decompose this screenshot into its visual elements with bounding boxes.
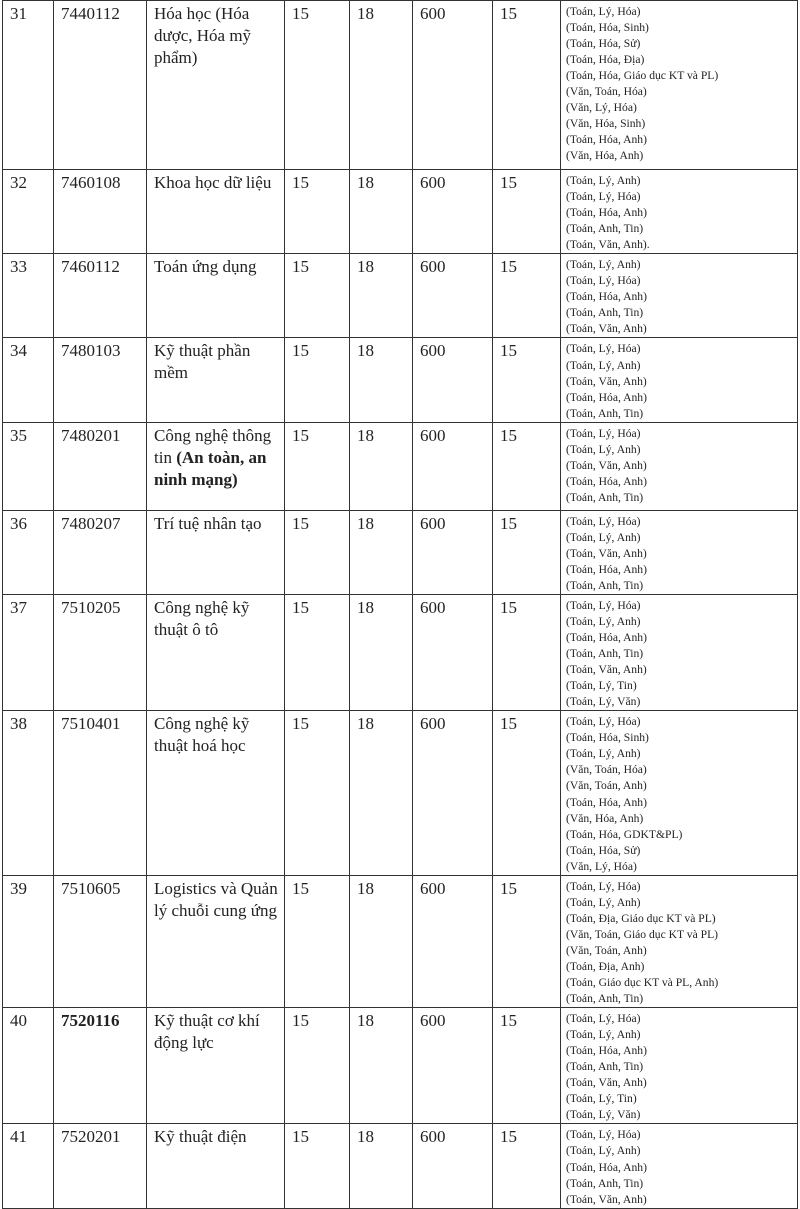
major-name [147, 594, 285, 710]
row-number: 35 [3, 422, 54, 510]
score-col-4: 15 [493, 1, 561, 170]
score-col-2: 18 [350, 594, 413, 710]
major-code: 7480207 [54, 510, 147, 594]
combo-item: (Toán, Anh, Tin) [566, 647, 644, 661]
score-col-3: 600 [413, 875, 493, 1007]
score-col-3: 600 [413, 170, 493, 254]
subject-combinations [561, 510, 798, 594]
combo-item: (Văn, Toán, Anh) [566, 779, 647, 793]
score-col-4: 15 [493, 711, 561, 875]
major-name-text: Kỹ thuật cơ khí động lực [154, 1011, 260, 1053]
major-name [147, 510, 285, 594]
combo-item: (Văn, Hóa, Anh) [566, 811, 644, 825]
subject-combinations [561, 711, 798, 875]
major-code: 7510401 [54, 711, 147, 875]
major-name [147, 338, 285, 422]
score-col-1: 15 [285, 875, 350, 1007]
combo-item: (Toán, Lý, Hóa) [566, 5, 641, 18]
combo-item: (Toán, Hóa, Anh) [566, 1044, 647, 1058]
major-name [147, 1124, 285, 1208]
major-code: 7460112 [54, 254, 147, 338]
major-name-text: Toán ứng dụng [154, 257, 257, 277]
score-col-3: 600 [413, 338, 493, 422]
combo-item: (Toán, Anh, Tin) [566, 490, 644, 504]
combo-item: (Toán, Lý, Hóa) [566, 190, 641, 204]
combo-item: (Văn, Toán, Giáo dục KT và PL) [566, 927, 719, 941]
combo-item: (Toán, Văn, Anh) [566, 546, 647, 560]
combo-item: (Toán, Lý, Hóa) [566, 342, 641, 356]
combo-item: (Văn, Lý, Hóa) [566, 859, 637, 873]
table-row [3, 1124, 798, 1208]
table-row [3, 510, 798, 594]
score-col-1: 15 [285, 510, 350, 594]
score-col-1: 15 [285, 422, 350, 510]
combo-item: (Toán, Lý, Hóa) [566, 598, 641, 612]
combo-item: (Toán, Lý, Anh) [566, 1028, 641, 1042]
major-name-text: Hóa học (Hóa dược, Hóa mỹ phẩm) [154, 4, 252, 67]
score-col-1: 15 [285, 254, 350, 338]
row-number: 31 [3, 1, 54, 170]
row-number: 39 [3, 875, 54, 1007]
combo-item: (Toán, Lý, Hóa) [566, 426, 641, 440]
score-col-2: 18 [350, 1, 413, 170]
score-col-2: 18 [350, 875, 413, 1007]
table-row [3, 338, 798, 422]
combo-item: (Toán, Lý, Tin) [566, 679, 637, 693]
row-number: 37 [3, 594, 54, 710]
major-code: 7440112 [54, 1, 147, 170]
combo-item: (Toán, Lý, Anh) [566, 614, 641, 628]
score-col-3: 600 [413, 594, 493, 710]
score-col-4: 15 [493, 1124, 561, 1208]
combo-item: (Toán, Hóa, Sử) [566, 843, 641, 857]
table-row [3, 1008, 798, 1124]
combo-item: (Toán, Lý, Anh) [566, 530, 641, 544]
subject-combinations [561, 1, 798, 170]
combo-item: (Toán, Hóa, Anh) [566, 562, 647, 576]
major-name-text: Logistics và Quản lý chuỗi cung ứng [154, 878, 278, 920]
combo-item: (Văn, Lý, Hóa) [566, 101, 637, 115]
table-row [3, 422, 798, 510]
combo-item: (Toán, Anh, Tin) [566, 1176, 644, 1190]
combo-item: (Toán, Lý, Hóa) [566, 715, 641, 729]
combo-item: (Toán, Lý, Văn) [566, 695, 641, 709]
table-body [3, 1, 798, 1209]
combo-item: (Toán, Lý, Anh) [566, 174, 641, 187]
score-col-3: 600 [413, 1, 493, 170]
major-specialization: (An toàn, an ninh mạng) [154, 447, 267, 489]
combo-item: (Toán, Hóa, Sử) [566, 37, 641, 51]
major-code: 7480201 [54, 422, 147, 510]
combo-item: (Toán, Văn, Anh) [566, 1076, 647, 1090]
combo-item: (Toán, Lý, Anh) [566, 1144, 641, 1158]
combo-item: (Toán, Lý, Hóa) [566, 514, 641, 528]
score-col-2: 18 [350, 711, 413, 875]
score-col-4: 15 [493, 1008, 561, 1124]
combo-item: (Toán, Hóa, Sinh) [566, 731, 649, 745]
major-name [147, 1008, 285, 1124]
combo-item: (Toán, Hóa, Anh) [566, 390, 647, 404]
major-name-text: Kỹ thuật điện [154, 1127, 247, 1147]
combo-item: (Toán, Hóa, Anh) [566, 133, 647, 147]
score-col-3: 600 [413, 711, 493, 875]
major-name-text: Công nghệ thông tin [154, 425, 272, 467]
row-number: 38 [3, 711, 54, 875]
subject-combinations [561, 1008, 798, 1124]
score-col-3: 600 [413, 510, 493, 594]
score-col-2: 18 [350, 1008, 413, 1124]
combo-item: (Toán, Lý, Tin) [566, 1092, 637, 1106]
subject-combinations [561, 1124, 798, 1208]
table-row [3, 711, 798, 875]
combo-item: (Toán, Văn, Anh) [566, 663, 647, 677]
major-name [147, 711, 285, 875]
combo-item: (Toán, Hóa, Anh) [566, 631, 647, 645]
score-col-2: 18 [350, 254, 413, 338]
subject-combinations [561, 875, 798, 1007]
major-name-text: Công nghệ kỹ thuật hoá học [154, 714, 250, 756]
subject-combinations [561, 338, 798, 422]
score-col-1: 15 [285, 1008, 350, 1124]
row-number: 36 [3, 510, 54, 594]
combo-item: (Toán, Lý, Hóa) [566, 1128, 641, 1142]
table-row [3, 170, 798, 254]
combo-item: (Toán, Hóa, Địa) [566, 53, 645, 67]
score-col-1: 15 [285, 1124, 350, 1208]
row-number: 34 [3, 338, 54, 422]
subject-combinations [561, 254, 798, 338]
combo-item: (Toán, Lý, Anh) [566, 747, 641, 761]
combo-item: (Toán, Anh, Tin) [566, 578, 644, 592]
combo-item: (Toán, Văn, Anh) [566, 374, 647, 388]
combo-item: (Toán, Lý, Văn) [566, 1108, 641, 1122]
combo-item: (Toán, Giáo dục KT và PL, Anh) [566, 976, 719, 990]
score-col-4: 15 [493, 510, 561, 594]
score-col-1: 15 [285, 594, 350, 710]
table-row [3, 1, 798, 170]
score-col-1: 15 [285, 170, 350, 254]
combo-item: (Toán, Lý, Anh) [566, 358, 641, 372]
combo-item: (Toán, Anh, Tin) [566, 1060, 644, 1074]
score-col-2: 18 [350, 170, 413, 254]
score-col-4: 15 [493, 875, 561, 1007]
combo-item: (Toán, Hóa, Anh) [566, 290, 647, 304]
combo-item: (Toán, Hóa, Sinh) [566, 21, 649, 35]
row-number: 40 [3, 1008, 54, 1124]
combo-item: (Toán, Lý, Anh) [566, 258, 641, 272]
combo-item: (Văn, Hóa, Anh) [566, 149, 644, 163]
combo-item: (Toán, Hóa, Giáo dục KT và PL) [566, 69, 719, 83]
score-col-3: 600 [413, 254, 493, 338]
combo-item: (Toán, Lý, Hóa) [566, 274, 641, 288]
combo-item: (Văn, Toán, Hóa) [566, 85, 647, 99]
combo-item: (Toán, Địa, Anh) [566, 959, 645, 973]
combo-item: (Toán, Hóa, Anh) [566, 795, 647, 809]
combo-item: (Văn, Toán, Anh) [566, 943, 647, 957]
subject-combinations [561, 422, 798, 510]
combo-item: (Toán, Địa, Giáo dục KT và PL) [566, 911, 716, 925]
major-name [147, 875, 285, 1007]
row-number: 33 [3, 254, 54, 338]
combo-item: (Văn, Toán, Hóa) [566, 763, 647, 777]
score-col-2: 18 [350, 338, 413, 422]
major-name [147, 422, 285, 510]
subject-combinations [561, 170, 798, 254]
major-name-text: Kỹ thuật phần mềm [154, 341, 251, 383]
score-col-3: 600 [413, 1124, 493, 1208]
score-col-4: 15 [493, 338, 561, 422]
combo-item: (Toán, Văn, Anh) [566, 322, 647, 336]
major-code: 7520201 [54, 1124, 147, 1208]
row-number: 32 [3, 170, 54, 254]
table-row [3, 875, 798, 1007]
score-col-4: 15 [493, 170, 561, 254]
combo-item: (Toán, Lý, Hóa) [566, 1012, 641, 1026]
combo-item: (Toán, Văn, Anh) [566, 1192, 647, 1206]
major-code: 7460108 [54, 170, 147, 254]
score-col-2: 18 [350, 422, 413, 510]
major-code: 7520116 [54, 1008, 147, 1124]
combo-item: (Toán, Anh, Tin) [566, 306, 644, 320]
combo-item: (Toán, Lý, Hóa) [566, 879, 641, 893]
major-name [147, 1, 285, 170]
subject-combinations [561, 594, 798, 710]
score-col-4: 15 [493, 254, 561, 338]
combo-item: (Toán, Hóa, GDKT&PL) [566, 827, 683, 841]
major-name [147, 170, 285, 254]
score-col-4: 15 [493, 594, 561, 710]
table-row [3, 594, 798, 710]
major-name [147, 254, 285, 338]
table-row [3, 254, 798, 338]
major-name-text: Công nghệ kỹ thuật ô tô [154, 597, 250, 639]
combo-item: (Toán, Văn, Anh). [566, 238, 650, 252]
admission-table [2, 0, 798, 1209]
score-col-2: 18 [350, 510, 413, 594]
combo-item: (Văn, Hóa, Sinh) [566, 117, 646, 131]
major-code: 7510605 [54, 875, 147, 1007]
score-col-1: 15 [285, 1, 350, 170]
combo-item: (Toán, Hóa, Anh) [566, 206, 647, 220]
score-col-1: 15 [285, 711, 350, 875]
combo-item: (Toán, Hóa, Anh) [566, 474, 647, 488]
score-col-3: 600 [413, 1008, 493, 1124]
major-code: 7480103 [54, 338, 147, 422]
combo-item: (Toán, Anh, Tin) [566, 406, 644, 420]
combo-item: (Toán, Lý, Anh) [566, 442, 641, 456]
combo-item: (Toán, Anh, Tin) [566, 992, 644, 1006]
combo-item: (Toán, Lý, Anh) [566, 895, 641, 909]
major-code: 7510205 [54, 594, 147, 710]
combo-item: (Toán, Hóa, Anh) [566, 1160, 647, 1174]
major-name-text: Khoa học dữ liệu [154, 173, 272, 192]
score-col-4: 15 [493, 422, 561, 510]
combo-item: (Toán, Anh, Tin) [566, 222, 644, 236]
row-number: 41 [3, 1124, 54, 1208]
score-col-3: 600 [413, 422, 493, 510]
score-col-1: 15 [285, 338, 350, 422]
combo-item: (Toán, Văn, Anh) [566, 458, 647, 472]
major-name-text: Trí tuệ nhân tạo [154, 513, 262, 533]
score-col-2: 18 [350, 1124, 413, 1208]
